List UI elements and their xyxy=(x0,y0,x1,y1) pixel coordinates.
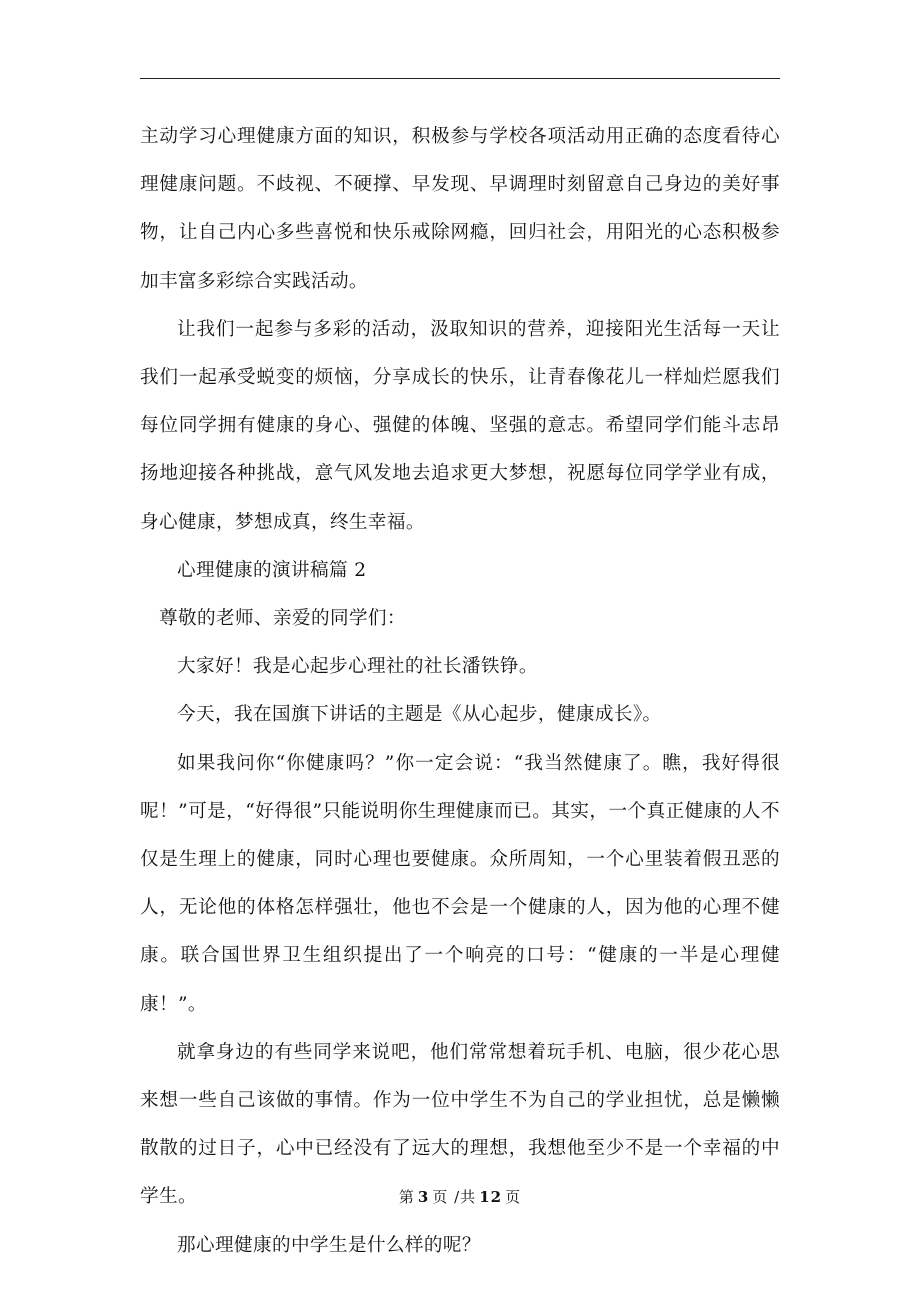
document-body xyxy=(140,113,780,1270)
paragraph-greeting: 大家好！我是心起步心理社的社长潘铁铮。 xyxy=(177,656,538,678)
salutation: 尊敬的老师、亲爱的同学们： xyxy=(159,608,406,630)
paragraph-1: 主动学习心理健康方面的知识，积极参与学校各项活动用正确的态度看待心理健康问题。不歧视、不硬撑、早发现、早调理时刻留意自己身边的美好事物，让自己内心多些喜悦和快乐戒除网瘾，回归社会，用阳光的心态积极参加丰富多彩综合实践活动。 xyxy=(140,126,780,292)
footer-suffix: 页 xyxy=(505,1188,522,1206)
paragraph-2: 让我们一起参与多彩的活动，汲取知识的营养，迎接阳光生活每一天让我们一起承受蜕变的烦恼，分享成长的快乐，让青春像花儿一样灿烂愿我们每位同学拥有健康的身心、强健的体魄、坚强的意志。希望同学们能斗志昂扬地迎接各种挑战，意气风发地去追求更大梦想，祝愿每位同学学业有成，身心健康，梦想成真，终生幸福。 xyxy=(140,318,780,533)
paragraph-closing-question: 那心理健康的中学生是什么样的呢？ xyxy=(177,1234,481,1256)
footer-total-pages: 12 xyxy=(479,1188,503,1206)
paragraph-topic: 今天，我在国旗下讲话的主题是《从心起步，健康成长》。 xyxy=(177,704,662,726)
section-heading: 心理健康的演讲稿篇 2 xyxy=(177,559,367,581)
footer-current-page: 3 xyxy=(417,1188,430,1206)
page-footer xyxy=(0,1186,920,1207)
footer-middle: 页 /共 xyxy=(432,1188,477,1206)
paragraph-health-question: 如果我问你“你健康吗？”你一定会说：“我当然健康了。瞧，我好得很呢！”可是，“好得很”只能说明你生理健康而已。其实，一个真正健康的人不仅是生理上的健康，同时心理也要健康。众所周知，一个心里装着假丑恶的人，无论他的体格怎样强壮，他也不会是一个健康的人，因为他的心理不健康。联合国世界卫生组织提出了一个响亮的口号：“健康的一半是心理健康！”。 xyxy=(140,752,780,1015)
paragraph-classmates: 就拿身边的有些同学来说吧，他们常常想着玩手机、电脑，很少花心思来想一些自己该做的事情。作为一位中学生不为自己的学业担忧，总是懒懒散散的过日子，心中已经没有了远大的理想，我想他至少不是一个幸福的中学生。 xyxy=(140,1041,780,1208)
footer-prefix: 第 xyxy=(398,1188,415,1206)
header-rule xyxy=(140,78,780,79)
